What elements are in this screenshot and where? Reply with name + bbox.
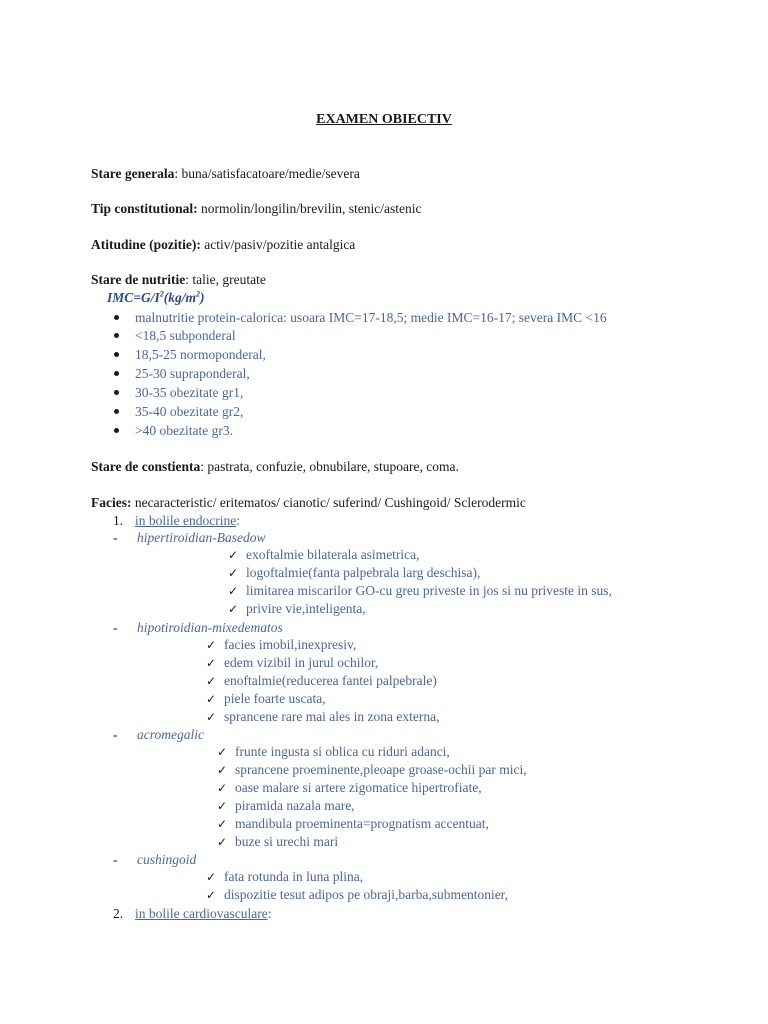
facies-line bbox=[91, 494, 526, 512]
subsection-hipotiroidian: - hipotiroidian-mixedematos bbox=[113, 620, 283, 635]
check-icon: ✓ bbox=[228, 602, 239, 616]
check-icon: ✓ bbox=[217, 745, 228, 759]
stare-generala-line bbox=[91, 165, 360, 183]
stare-generala-value: : buna/satisfacatoare/medie/severa bbox=[174, 166, 360, 181]
facies-value: necaracteristic/ eritematos/ cianotic/ suferind/ Cushingoid/ Sclerodermic bbox=[131, 495, 526, 510]
imc-part-a: IMC=G/I bbox=[107, 290, 160, 305]
nutritie-item: <18,5 subponderal bbox=[114, 327, 236, 345]
bullet-icon bbox=[114, 315, 119, 320]
check-icon: ✓ bbox=[206, 674, 217, 688]
imc-sup-1: 2 bbox=[159, 289, 164, 299]
list-item: ✓ sprancene proeminente,pleoape groase-ochii par mici, bbox=[217, 762, 527, 777]
check-icon: ✓ bbox=[206, 870, 217, 884]
check-icon: ✓ bbox=[206, 656, 217, 670]
page-title: EXAMEN OBIECTIV bbox=[316, 112, 452, 127]
imc-part-c: ) bbox=[199, 290, 205, 305]
tip-constitutional-line bbox=[91, 200, 422, 218]
list-item: ✓ privire vie,inteligenta, bbox=[228, 601, 366, 616]
subsection-acromegalic: - acromegalic bbox=[113, 727, 204, 742]
stare-nutritie-label: Stare de nutritie bbox=[91, 272, 186, 287]
check-icon: ✓ bbox=[217, 817, 228, 831]
list-item: ✓ buze si urechi mari bbox=[217, 834, 339, 849]
tip-constitutional-label: Tip constitutional: bbox=[91, 201, 198, 216]
stare-constienta-line bbox=[91, 458, 459, 476]
list-item: ✓ enoftalmie(reducerea fantei palpebrale) bbox=[206, 673, 437, 688]
bullet-icon bbox=[114, 371, 119, 376]
list-item: ✓ edem vizibil in jurul ochilor, bbox=[206, 655, 379, 670]
list-item: ✓ oase malare si artere zigomatice hipertrofiate, bbox=[217, 780, 482, 795]
nutritie-item: 25-30 supraponderal, bbox=[114, 365, 250, 383]
bullet-icon bbox=[114, 390, 119, 395]
tip-constitutional-value: normolin/longilin/brevilin, stenic/astenic bbox=[197, 201, 422, 216]
check-icon: ✓ bbox=[228, 584, 239, 598]
atitudine-value: activ/pasiv/pozitie antalgica bbox=[200, 237, 356, 252]
nutritie-item: malnutritie protein-calorica: usoara IMC=17-18,5; medie IMC=16-17; severa IMC <16 bbox=[114, 309, 607, 327]
subsection-label: hipertiroidian-Basedow bbox=[137, 530, 266, 545]
check-icon: ✓ bbox=[206, 710, 217, 724]
stare-generala-label: Stare generala bbox=[91, 166, 175, 181]
section-number: 1. bbox=[113, 513, 124, 528]
list-item: ✓ mandibula proeminenta=prognatism accentuat, bbox=[217, 816, 489, 831]
check-icon: ✓ bbox=[228, 566, 239, 580]
check-icon: ✓ bbox=[217, 763, 228, 777]
bullet-icon bbox=[114, 352, 119, 357]
bullet-icon bbox=[114, 428, 119, 433]
nutritie-item: 18,5-25 normoponderal, bbox=[114, 346, 266, 364]
list-item: ✓ exoftalmie bilaterala asimetrica, bbox=[228, 547, 420, 562]
stare-constienta-value: : pastrata, confuzie, obnubilare, stupoare, coma. bbox=[200, 459, 459, 474]
subsection-label: hipotiroidian-mixedematos bbox=[137, 620, 283, 635]
stare-nutritie-line bbox=[91, 271, 266, 289]
stare-constienta-label: Stare de constienta bbox=[91, 459, 201, 474]
facies-label: Facies: bbox=[91, 495, 132, 510]
subsection-cushingoid: - cushingoid bbox=[113, 852, 197, 867]
atitudine-label: Atitudine (pozitie): bbox=[91, 237, 201, 252]
section-cardiovascular: 2. in bolile cardiovasculare: bbox=[113, 906, 272, 921]
list-item: ✓ logoftalmie(fanta palpebrala larg deschisa), bbox=[228, 565, 481, 580]
atitudine-line bbox=[91, 236, 355, 254]
bullet-icon bbox=[114, 333, 119, 338]
section-endocrine-link[interactable]: in bolile endocrine bbox=[135, 513, 237, 528]
imc-formula bbox=[107, 289, 204, 307]
nutritie-item: 35-40 obezitate gr2, bbox=[114, 403, 243, 421]
stare-nutritie-value: : talie, greutate bbox=[185, 272, 266, 287]
nutritie-item: 30-35 obezitate gr1, bbox=[114, 384, 243, 402]
subsection-label: acromegalic bbox=[137, 727, 204, 742]
list-item: ✓ facies imobil,inexpresiv, bbox=[206, 637, 357, 652]
check-icon: ✓ bbox=[217, 781, 228, 795]
section-number: 2. bbox=[113, 906, 124, 921]
list-item: ✓ limitarea miscarilor GO-cu greu priveste in jos si nu priveste in sus, bbox=[228, 583, 612, 598]
check-icon: ✓ bbox=[206, 888, 217, 902]
nutritie-item: >40 obezitate gr3. bbox=[114, 422, 233, 440]
imc-part-b: (kg/m bbox=[163, 290, 196, 305]
list-item: ✓ fata rotunda in luna plina, bbox=[206, 869, 364, 884]
bullet-icon bbox=[114, 409, 119, 414]
imc-sup-2: 2 bbox=[195, 289, 200, 299]
list-item: ✓ sprancene rare mai ales in zona externa, bbox=[206, 709, 440, 724]
section-cardiovascular-link[interactable]: in bolile cardiovasculare bbox=[135, 906, 268, 921]
list-item: ✓ dispozitie tesut adipos pe obraji,barba,submentonier, bbox=[206, 887, 509, 902]
check-icon: ✓ bbox=[206, 692, 217, 706]
subsection-hipertiroidian: - hipertiroidian-Basedow bbox=[113, 530, 266, 545]
check-icon: ✓ bbox=[228, 548, 239, 562]
check-icon: ✓ bbox=[206, 638, 217, 652]
section-endocrine: 1. in bolile endocrine: bbox=[113, 513, 240, 528]
list-item: ✓ frunte ingusta si oblica cu riduri adanci, bbox=[217, 744, 450, 759]
list-item: ✓ piramida nazala mare, bbox=[217, 798, 355, 813]
check-icon: ✓ bbox=[217, 799, 228, 813]
subsection-label: cushingoid bbox=[137, 852, 197, 867]
check-icon: ✓ bbox=[217, 835, 228, 849]
list-item: ✓ piele foarte uscata, bbox=[206, 691, 326, 706]
